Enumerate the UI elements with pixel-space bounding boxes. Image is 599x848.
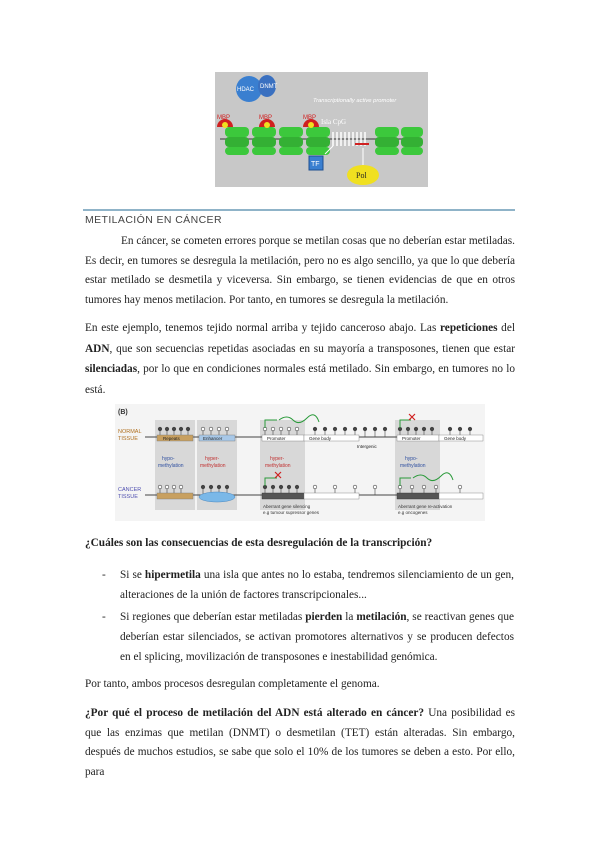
promoter-label: Transcriptionally active promoter (313, 98, 397, 104)
methylation-normal-cancer-figure (115, 404, 485, 521)
svg-text:MBP: MBP (259, 115, 273, 121)
svg-text:methylation: methylation (200, 463, 226, 469)
svg-text:Aberrant gene silencing: Aberrant gene silencing (263, 504, 311, 509)
svg-text:MBP: MBP (217, 115, 231, 121)
section-heading: METILACIÓN EN CÁNCER (85, 214, 222, 226)
svg-text:MBP: MBP (303, 115, 317, 121)
svg-text:methylation: methylation (158, 463, 184, 469)
svg-text:methylation: methylation (400, 463, 426, 469)
svg-text:(B): (B) (118, 409, 128, 416)
svg-text:Pol: Pol (356, 171, 367, 180)
hdac-label: HDAC (237, 87, 255, 93)
svg-text:NORMAL: NORMAL (118, 429, 142, 435)
svg-text:Repeats: Repeats (163, 436, 180, 441)
svg-text:Promoter: Promoter (267, 436, 286, 441)
list-item: - Si se hipermetila una isla que antes no lo estaba, tendremos silenciamiento de un gen, alteraciones de la unión de factores transcripcionales... (102, 569, 514, 601)
nucleosome-cluster (225, 127, 423, 155)
svg-text:hyper-: hyper- (205, 456, 220, 462)
svg-text:Intergenic: Intergenic (357, 444, 377, 449)
svg-text:TF: TF (311, 161, 320, 168)
section-rule (83, 209, 515, 211)
dnmt-label: DNMT (260, 84, 278, 90)
svg-text:TISSUE: TISSUE (118, 436, 138, 442)
svg-text:hypo-: hypo- (405, 456, 418, 462)
paragraph-4: ¿Por qué el proceso de metilación del ADN está alterado en cáncer? Una posibilidad es que las enzimas que metilan (DNMT) o desmetilan (TET) están alteradas. Sin embargo, después de muchos estudios, se sabe que solo el 10% de los tumores se deben a esto. Por ello, para (85, 707, 515, 778)
svg-text:Enhancer: Enhancer (203, 436, 223, 441)
svg-text:Gene body: Gene body (309, 436, 332, 441)
paragraph-3: Por tanto, ambos procesos desregulan completamente el genoma. (85, 678, 380, 690)
paragraph-1 (85, 232, 515, 310)
svg-text:hyper-: hyper- (270, 456, 285, 462)
paragraph-2: En este ejemplo, tenemos tejido normal arriba y tejido canceroso abajo. Las repeticiones del ADN, que son secuencias repetidas asociadas en su mayoría a transposones, tienen que estar silenciadas, por lo que en condiciones normales está metilado. Sin embargo, en tumores no lo está. (85, 322, 515, 396)
question-heading: ¿Cuáles son las consecuencias de esta desregulación de la transcripción? (85, 537, 433, 549)
svg-text:Promoter: Promoter (402, 436, 421, 441)
list-item: - Si regiones que deberían estar metiladas pierden la metilación, se reactivan genes que deberían estar silenciados, se activan promotores alternativos y se producen defectos en el splicing, movilización de transposones e inestabilidad genómica. (102, 611, 514, 663)
cpg-label: Isla CpG (321, 118, 347, 126)
nucleosome-methylation-figure (215, 72, 428, 187)
svg-text:CANCER: CANCER (118, 487, 142, 493)
svg-text:hypo-: hypo- (162, 456, 175, 462)
svg-text:Aberrant gene re-activation: Aberrant gene re-activation (398, 504, 453, 509)
svg-text:e.g oncogenes: e.g oncogenes (398, 510, 428, 515)
svg-text:methylation: methylation (265, 463, 291, 469)
svg-text:e.g tumour supressor genes: e.g tumour supressor genes (263, 510, 320, 515)
svg-text:Gene body: Gene body (444, 436, 467, 441)
paragraph-1-text: En cáncer, se cometen errores porque se metilan cosas que no deberían estar metiladas. Es decir, en tumores se desregula la metilación, pero no es algo sencillo, ya que lo que debería estar metilado se desmetila y viceversa. Sin embargo, se tienen evidencias de que en otros tumores hay menos metilacion. Por tanto, en tumores se desregula la metilación. (85, 235, 515, 306)
svg-text:TISSUE: TISSUE (118, 494, 138, 500)
